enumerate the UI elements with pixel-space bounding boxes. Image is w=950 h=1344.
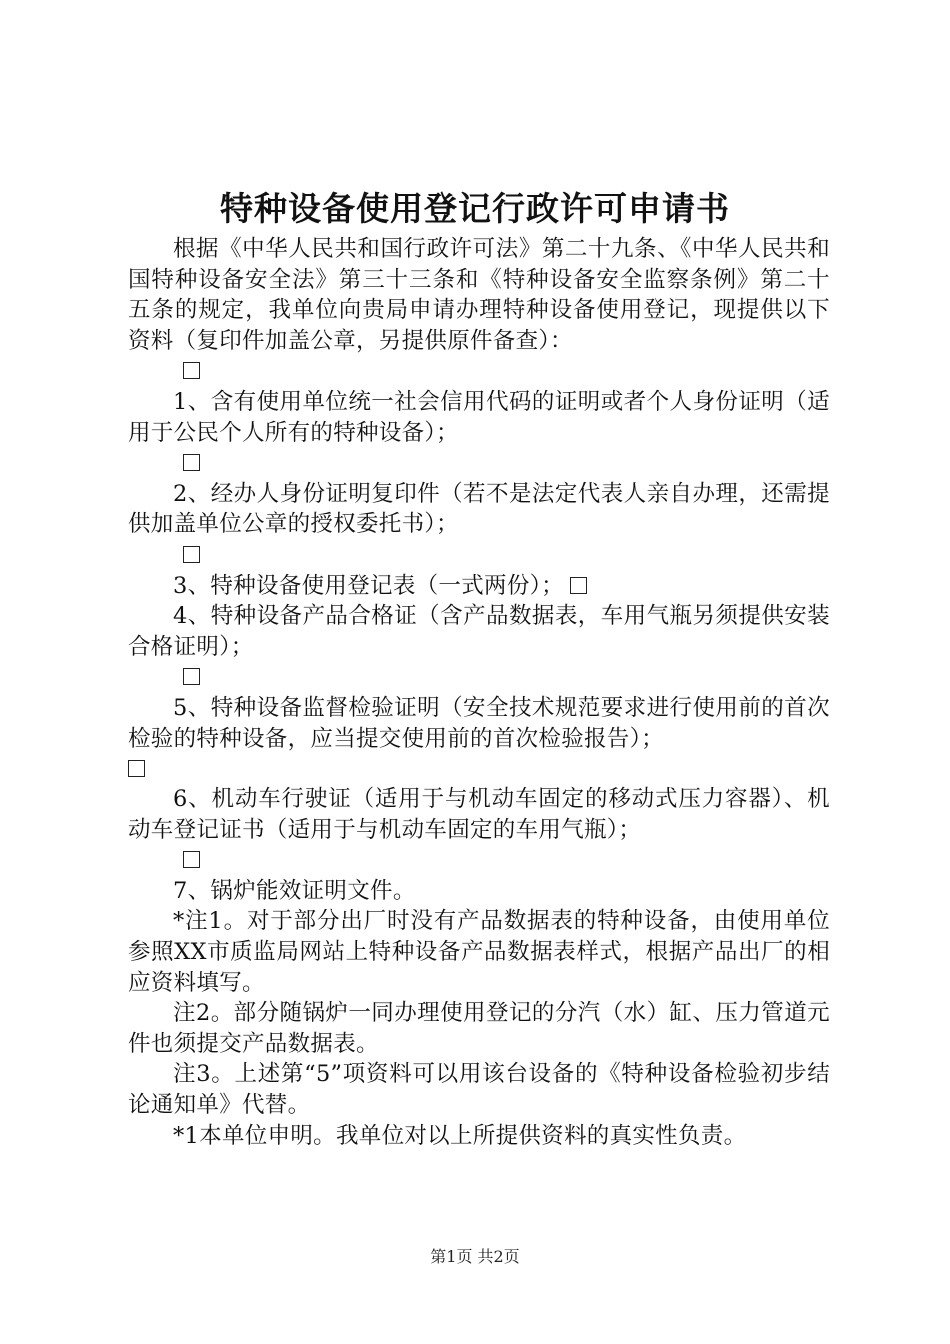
list-item-3-row: [128, 571, 830, 602]
list-item-3: 3、特种设备使用登记表（一式两份）；: [173, 572, 564, 599]
declaration: *1本单位申明。我单位对以上所提供资料的真实性负责。: [173, 1122, 747, 1149]
note-2: 注2。部分随锅炉一同办理使用登记的分汽（水）缸、压力管道元件也须提交产品数据表。: [128, 1000, 830, 1057]
checkbox-row: [128, 448, 830, 479]
checkbox-item-3[interactable]: [183, 546, 200, 563]
checkbox-row: [128, 845, 830, 876]
list-item-7: 7、锅炉能效证明文件。: [173, 877, 416, 904]
page-title: 特种设备使用登记行政许可申请书: [220, 189, 730, 228]
checkbox-item-1[interactable]: [183, 362, 200, 379]
page-footer: 第1页 共2页: [430, 1247, 520, 1266]
intro-paragraph: 根据《中华人民共和国行政许可法》第二十九条、《中华人民共和国特种设备安全法》第三十三条和《特种设备安全监察条例》第二十五条的规定，我单位向贵局申请办理特种设备使用登记，现提供以下资料（复印件加盖公章，另提供原件备查）：: [128, 236, 830, 354]
list-item-2: 2、经办人身份证明复印件（若不是法定代表人亲自办理，还需提供加盖单位公章的授权委托书）；: [128, 480, 830, 538]
note-3: 注3。上述第“5”项资料可以用该台设备的《特种设备检验初步结论通知单》代替。: [128, 1061, 830, 1119]
list-item-4: 4、特种设备产品合格证（含产品数据表，车用气瓶另须提供安装合格证明）；: [128, 603, 830, 660]
list-item-5: 5、特种设备监督检验证明（安全技术规范要求进行使用前的首次检验的特种设备，应当提交使用前的首次检验报告）；: [128, 694, 830, 752]
checkbox-item-2[interactable]: [183, 454, 200, 471]
note-1: *注1。对于部分出厂时没有产品数据表的特种设备，由使用单位参照XX市质监局网站上特种设备产品数据表样式，根据产品出厂的相应资料填写。: [128, 908, 830, 996]
checkbox-row: [128, 662, 830, 693]
checkbox-row: [128, 356, 830, 387]
checkbox-item-4[interactable]: [570, 577, 587, 594]
list-item-6: 6、机动车行驶证（适用于与机动车固定的移动式压力容器）、机动车登记证书（适用于与机动车固定的车用气瓶）；: [128, 786, 830, 843]
document-body: [128, 234, 830, 1151]
checkbox-row: [128, 540, 830, 571]
checkbox-item-6[interactable]: [128, 760, 145, 777]
checkbox-item-5[interactable]: [183, 668, 200, 685]
list-item-1: 1、含有使用单位统一社会信用代码的证明或者个人身份证明（适用于公民个人所有的特种设备）；: [128, 388, 830, 446]
checkbox-item-7[interactable]: [183, 851, 200, 868]
